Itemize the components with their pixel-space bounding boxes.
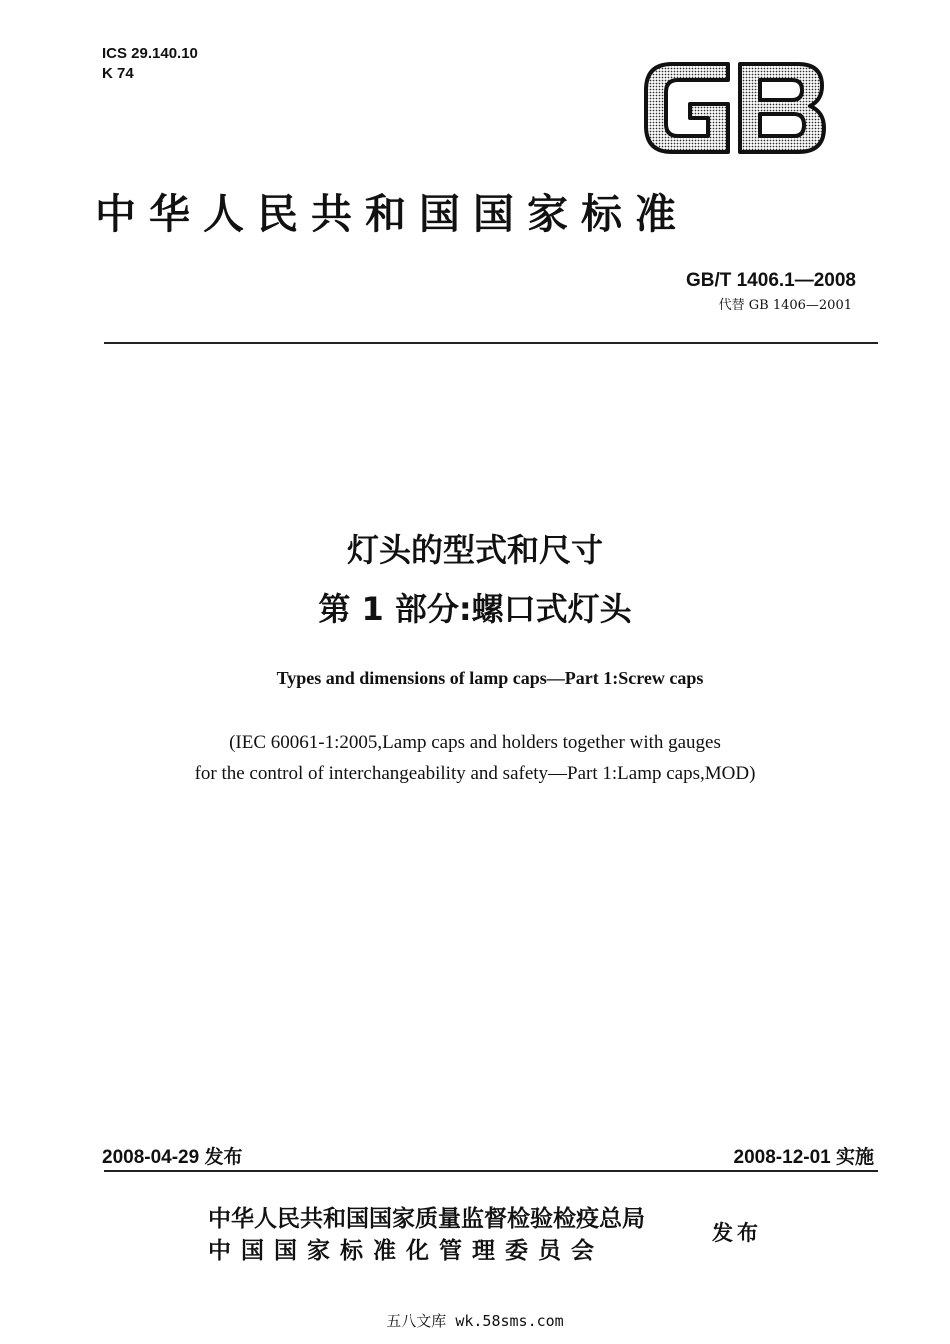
replaces-standard: 代替 GB 1406—2001	[718, 298, 852, 313]
issuer-line-1: 中华人民共和国国家质量监督检验检疫总局	[208, 1205, 645, 1232]
publish-label: 发布	[712, 1220, 762, 1245]
implementation-date: 2008-12-01 实施	[733, 1147, 874, 1168]
footer-divider	[104, 1170, 878, 1172]
iec-reference-line-1: (IEC 60061-1:2005,Lamp caps and holders together with gauges	[229, 732, 721, 753]
issuer-line-2: 中国国家标准化管理委员会	[208, 1237, 604, 1264]
english-title: Types and dimensions of lamp caps—Part 1:Screw caps	[276, 668, 704, 688]
iec-reference-line-2: for the control of interchangeability and safety—Part 1:Lamp caps,MOD)	[194, 763, 756, 784]
classification-codes	[102, 44, 198, 84]
gb-standard-logo-icon	[640, 58, 830, 158]
watermark: 五八文库 wk.58sms.com	[386, 1312, 564, 1330]
chinese-title-line-1: 灯头的型式和尺寸	[346, 531, 603, 569]
ics-code: ICS 29.140.10	[102, 45, 198, 62]
ccs-code: K 74	[102, 65, 134, 82]
standard-number: GB/T 1406.1—2008	[685, 270, 856, 291]
chinese-title-line-2: 第 1 部分:螺口式灯头	[318, 590, 632, 628]
standard-body-title: 中华人民共和国国家标准	[95, 190, 689, 238]
header-divider	[104, 342, 878, 344]
issue-date: 2008-04-29 发布	[102, 1147, 243, 1168]
